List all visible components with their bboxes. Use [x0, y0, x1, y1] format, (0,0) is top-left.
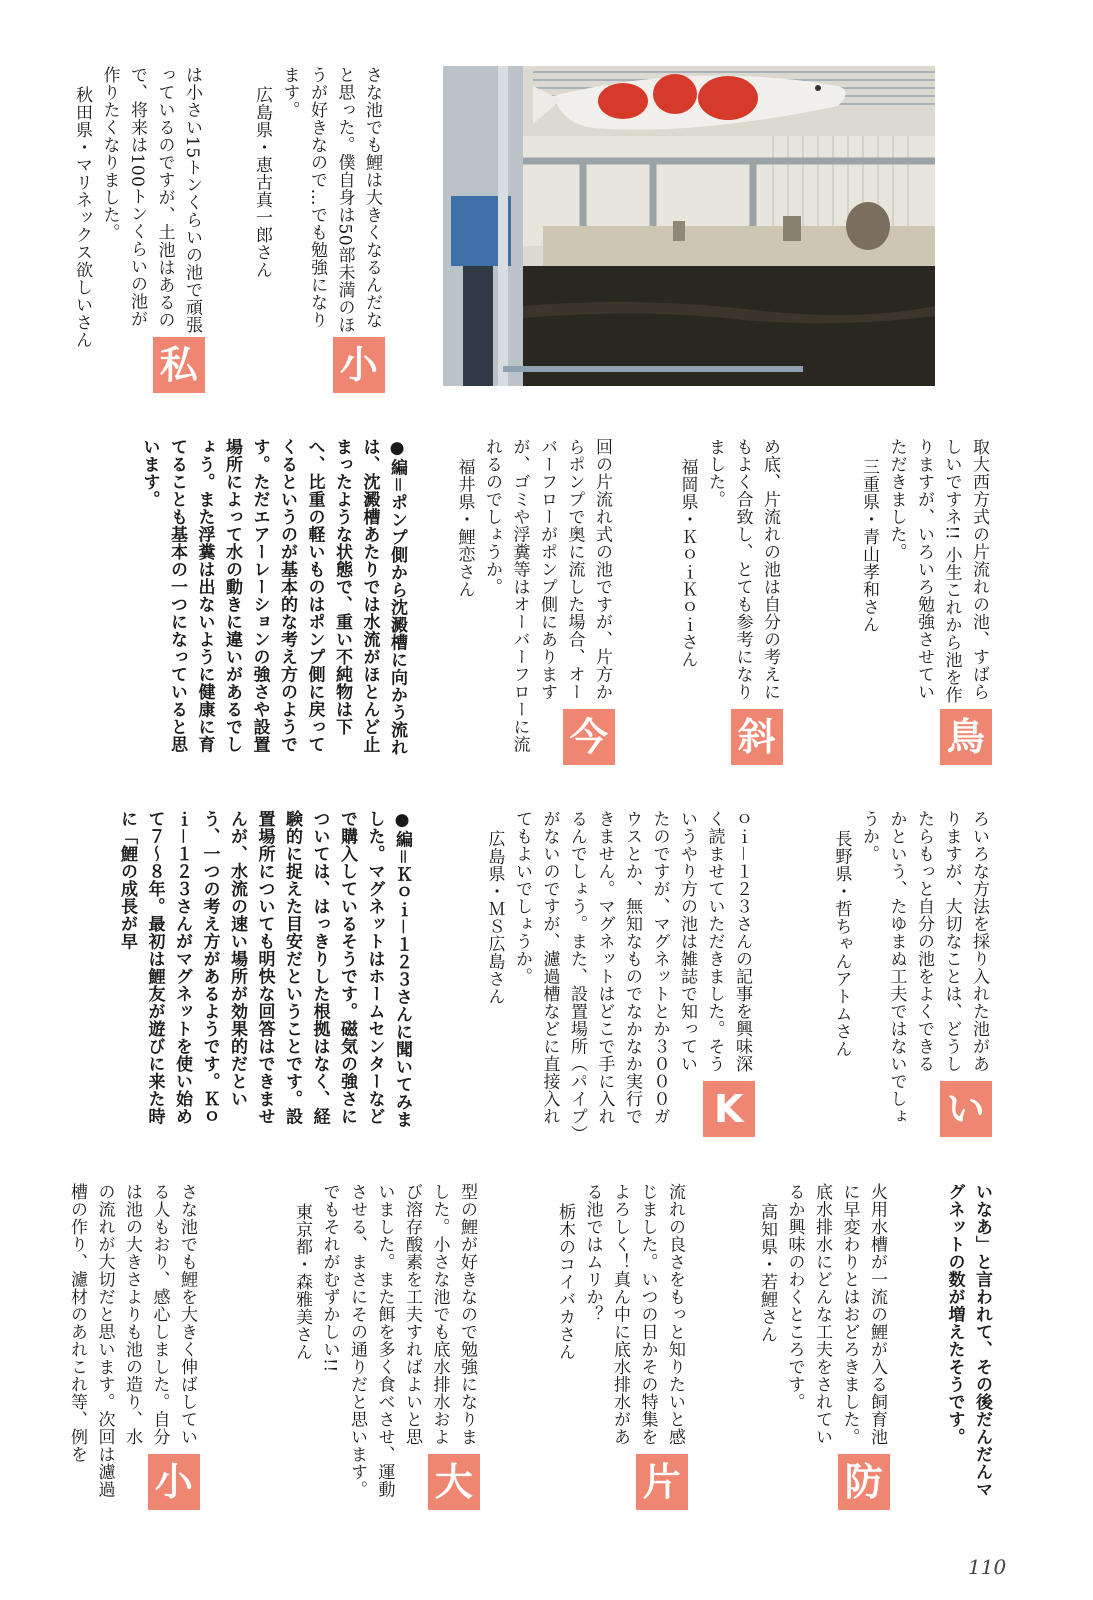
letter-signature: 東京都・森雅美さん: [292, 1203, 312, 1361]
editor-reply-continued: [925, 1183, 995, 1513]
letter-signature: 長野県・哲ちゃんアトムさん: [831, 830, 852, 1058]
reader-letter: [252, 66, 385, 396]
letter-body: は小さい15トンくらいの池で頑張っているのですが、土池はあるので、将来は100トンくらいの池が作りたくなりました。: [99, 66, 202, 334]
letter-body: 流れの良さをもっと知りたいと感じました。いつの日かその特集をよろしく！真ん中に底水排水がある池ではムリか？: [582, 1183, 685, 1446]
letter-body: ろいろな方法を採り入れた池がありますが、大切なことは、どうしたらもっと自分の池をよくできるかという、たゆまぬ工夫ではないでしょうか。: [859, 810, 989, 1125]
drop-cap: い: [940, 1081, 992, 1137]
letter-body: ｏｉ－１２３さんの記事を興味深く読ませていただきました。そういうやり方の池は雑誌で知っていたのですが、マグネットとか３０００ガウスとか、無知なものでなかなか実行できません。マグネットはどこで手に入れるんでしょう。また、設置場所（パイプ）がないのですが、濾過槽などに直接入れてもよいでしょうか。: [512, 810, 752, 1134]
drop-cap: 鳥: [940, 709, 992, 765]
letter-body: 回の片流れ式の池ですが、片方からポンプで奥に流した場合、オーバーフローがポンプ側にありますが、ゴミや浮糞等はオーバーフローに流れるのでしょうか。: [482, 438, 612, 753]
reader-letter: [520, 1183, 688, 1513]
page-number: 110: [968, 1555, 1007, 1579]
drop-cap: 斜: [731, 709, 783, 765]
koi-pond-photo: [443, 66, 935, 386]
letter-signature: 福井県・鯉恋さん: [454, 458, 475, 598]
letter-signature: 秋田県・マリネックス欲しいさん: [72, 86, 92, 349]
letter-signature: 高知県・若鯉さん: [757, 1203, 777, 1343]
editor-reply-text: ●編＝Ｋｏｉ－１２３さんに聞いてみました。マグネットはホームセンターなどで購入しているそうです。磁気の強さについては、はっきりした根拠はなく、経験的に捉えた目安だということです。設置場所についても明快な回答はできませんが、水流の速い場所が効果的だという、一つの考え方があるようです。Ｋｏｉ－１２３さんがマグネットを使い始めて７～８年。最初は鯉友が遊びに来た時に「鯉の成長が早: [117, 810, 412, 1128]
letter-signature: 広島県・ＭＳ広島さん: [484, 830, 505, 1005]
letter-signature: 福岡県・ＫｏｉＫｏｉさん: [677, 458, 698, 668]
reader-letter: [42, 66, 205, 396]
letter-signature: 栃木のコイバカさん: [555, 1203, 575, 1361]
letter-body: 火用水槽が一流の鯉が入る飼育池に早変わりとはおどろきました。底水排水にどんな工夫をされているか興味のわくところです。: [784, 1183, 887, 1446]
reader-letter: [720, 1183, 890, 1513]
editor-reply: [30, 810, 415, 1140]
editor-reply: [70, 438, 410, 768]
drop-cap: K: [703, 1081, 755, 1137]
letter-body: 取大西方式の片流れの池、すばらしいですネ!! 小生これから池を作りますが、いろいろ勉強させていただきました。: [886, 438, 989, 704]
letter-body: さな池でも鯉は大きくなるんだなと思った。僕自身は50部未満のほうが好きなので…でも勉強になります。: [279, 66, 382, 334]
drop-cap: 大: [428, 1454, 480, 1510]
letter-signature: 三重県・青山孝和さん: [859, 458, 879, 633]
reader-letter: [420, 810, 755, 1140]
drop-cap: 防: [838, 1454, 890, 1510]
letter-body: さな池でも鯉を大きく伸ばしている人もおり、感心しました。自分は池の大きさよりも池の造り、水の流れが大切だと思います。次回は濾過槽の作り、濾材のあれこれ等、例を: [67, 1183, 197, 1498]
letter-signature: 広島県・恵古真一郎さん: [252, 86, 272, 279]
letter-body: め底、片流れの池は自分の考えにもよく合致し、とても参考になりました。: [705, 438, 780, 701]
reader-letter: [440, 438, 615, 768]
drop-cap: 小: [148, 1454, 200, 1510]
reader-letter: [850, 438, 992, 768]
reader-letter: [30, 1183, 200, 1513]
drop-cap: 小: [333, 337, 385, 393]
reader-letter: [245, 1183, 480, 1513]
drop-cap: 片: [636, 1454, 688, 1510]
reader-letter: [795, 810, 992, 1140]
drop-cap: 今: [563, 709, 615, 765]
reader-letter: [677, 438, 783, 768]
drop-cap: 私: [153, 337, 205, 393]
editor-reply-text: いなあ」と言われて、その後だんだんマグネットの数が増えたそうです。: [944, 1183, 992, 1498]
letter-body: 型の鯉が好きなので勉強になりました。小さな池でも底水排水および溶存酸素を工夫すればよいと思いました。また餌を多く食べさせ、運動させる、まさにその通りだと思います。でもそれがむずかしい!!: [319, 1183, 477, 1498]
editor-reply-text: ●編＝ポンプ側から沈澱槽に向かう流れは、沈澱槽あたりでは水流がほとんど止まったような状態で、重い不純物は下へ、比重の軽いものはポンプ側に戻ってくるというのが基本的な考え方のようです。ただエアーレーションの強さや設置場所によって水の動きに違いがあるでしょう。また浮糞は出ないように健康に育てることも基本の一つになっていると思います。: [139, 438, 407, 756]
